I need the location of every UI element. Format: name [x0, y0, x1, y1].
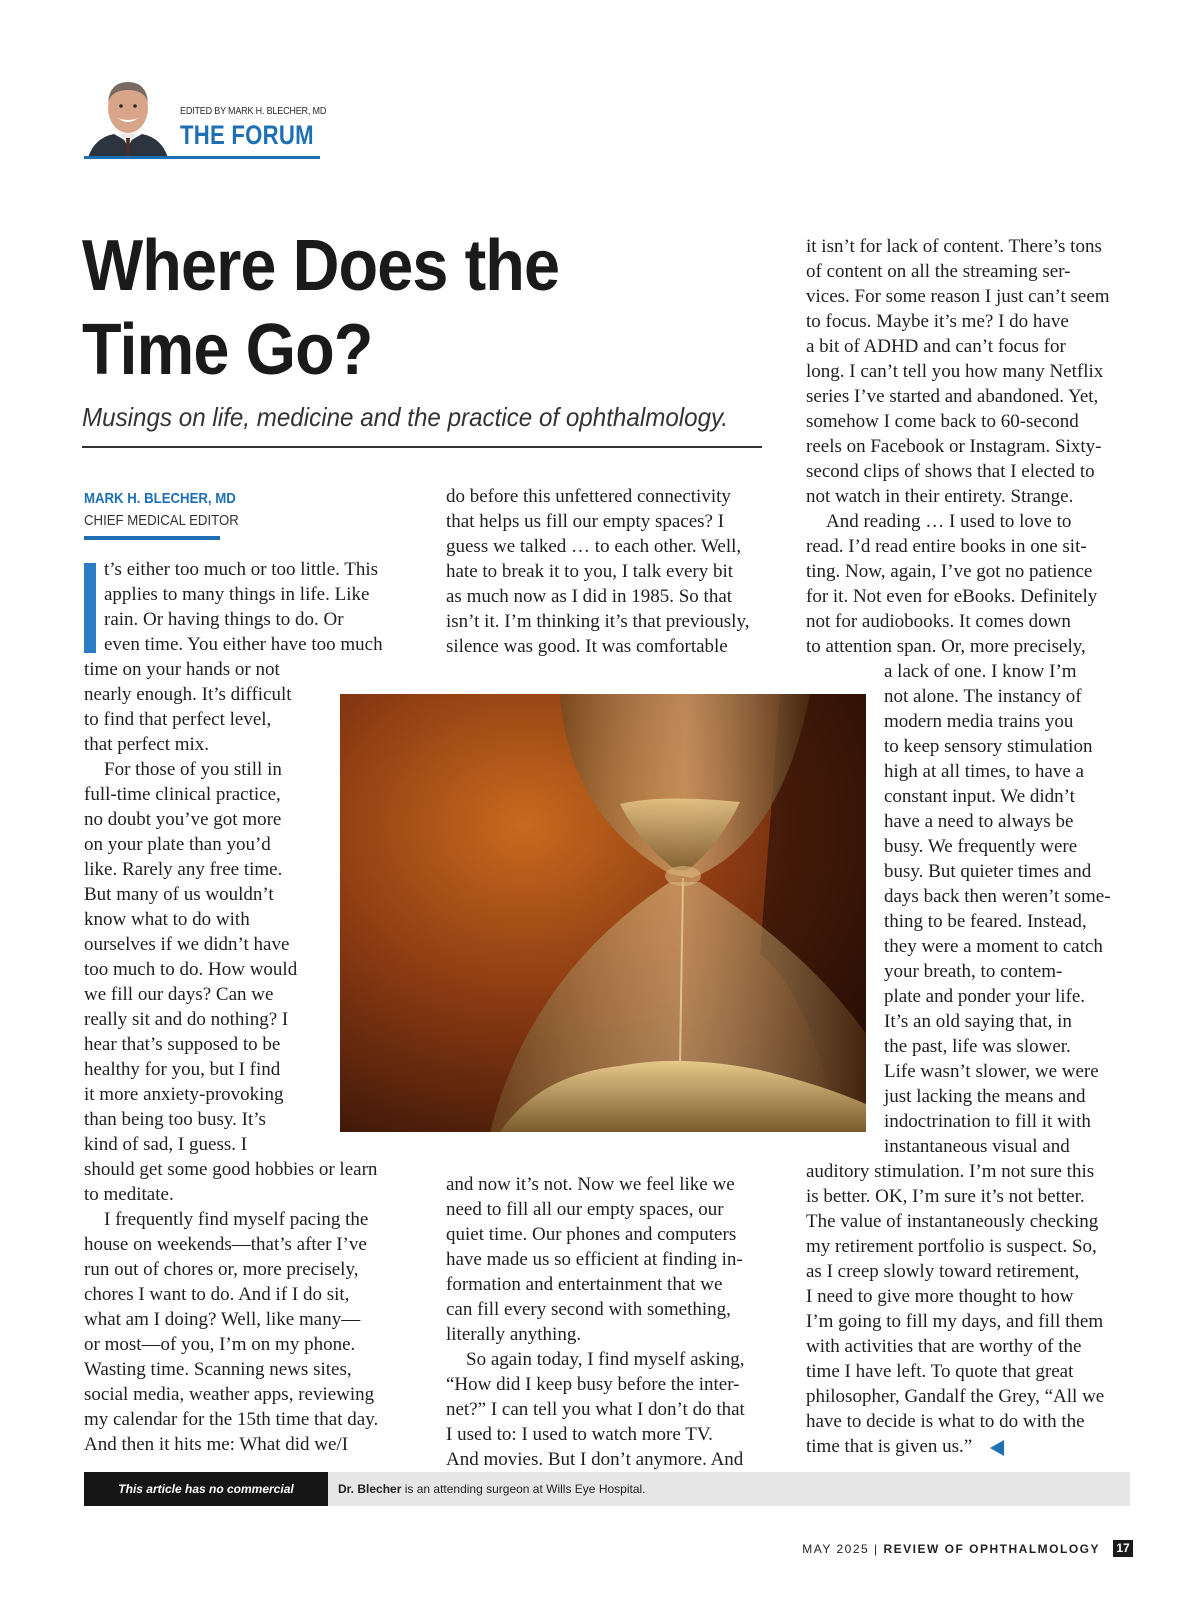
text-line: run out of chores or, more precisely, — [84, 1259, 359, 1280]
text-line: full-time clinical practice, — [84, 784, 281, 805]
text-line: busy. But quieter times and — [884, 861, 1092, 882]
folio — [800, 1542, 1100, 1556]
text-line: long. I can’t tell you how many Netflix — [806, 361, 1104, 382]
text-line: we fill our days? Can we — [84, 984, 274, 1005]
text-line: is better. OK, I’m sure it’s not better. — [806, 1186, 1085, 1207]
text-line: For those of you still in — [104, 759, 282, 780]
text-line: nearly enough. It’s difficult — [84, 684, 292, 705]
text-line: t’s either too much or too little. This — [104, 559, 379, 580]
title-divider — [82, 446, 762, 448]
text-line: And movies. But I don’t anymore. And — [446, 1449, 744, 1470]
text-line: to find that perfect level, — [84, 709, 272, 730]
text-line: read. I’d read entire books in one sit- — [806, 536, 1087, 557]
text-line: to meditate. — [84, 1184, 174, 1205]
text-line: no doubt you’ve got more — [84, 809, 282, 830]
text-line: to focus. Maybe it’s me? I do have — [806, 311, 1069, 332]
text-line: series I’ve started and abandoned. Yet, — [806, 386, 1099, 407]
text-line: hate to break it to you, I talk every bit — [446, 561, 734, 582]
byline-role: CHIEF MEDICAL EDITOR — [84, 512, 239, 529]
text-line: I need to give more thought to how — [806, 1286, 1074, 1307]
text-line: need to fill all our empty spaces, our — [446, 1199, 724, 1220]
bio-text: is an attending surgeon at Wills Eye Hospital. — [401, 1482, 646, 1496]
text-line: “How did I keep busy before the inter- — [446, 1374, 740, 1395]
headline — [82, 224, 676, 392]
text-line: It’s an old saying that, in — [884, 1011, 1072, 1032]
text-line: not alone. The instancy of — [884, 686, 1082, 707]
hourglass-image — [340, 694, 866, 1132]
author-bio — [338, 1472, 646, 1506]
text-line: have made us so efficient at finding in- — [446, 1249, 743, 1270]
editor-avatar — [84, 72, 172, 158]
text-line: isn’t it. I’m thinking it’s that previously, — [446, 611, 750, 632]
text-line: silence was good. It was comfortable — [446, 636, 728, 657]
text-line: high at all times, to have a — [884, 761, 1084, 782]
text-line: modern media trains you — [884, 711, 1074, 732]
text-line: house on weekends—that’s after I’ve — [84, 1234, 367, 1255]
text-line: a lack of one. I know I’m — [884, 661, 1077, 682]
text-line: formation and entertainment that we — [446, 1274, 723, 1295]
text-line: on your plate than you’d — [84, 834, 271, 855]
text-line: my retirement portfolio is suspect. So, — [806, 1236, 1097, 1257]
text-line: busy. We frequently were — [884, 836, 1078, 857]
folio-separator: | — [869, 1542, 884, 1556]
text-line: it more anxiety-provoking — [84, 1084, 284, 1105]
text-line: a bit of ADHD and can’t focus for — [806, 336, 1066, 357]
text-line: of content on all the streaming ser- — [806, 261, 1071, 282]
byline-name: MARK H. BLECHER, MD — [84, 490, 236, 507]
drop-cap — [84, 563, 96, 653]
text-line: with activities that are worthy of the — [806, 1336, 1082, 1357]
section-title: THE FORUM — [180, 120, 314, 150]
text-line: ting. Now, again, I’ve got no patience — [806, 561, 1093, 582]
text-line: I’m going to fill my days, and fill them — [806, 1311, 1104, 1332]
text-line: constant input. We didn’t — [884, 786, 1075, 807]
text-line: instantaneous visual and — [884, 1136, 1070, 1157]
byline-rule — [84, 536, 220, 540]
text-line: So again today, I find myself asking, — [466, 1349, 745, 1370]
text-line: it isn’t for lack of content. There’s tons — [806, 236, 1102, 257]
text-line: thing to be feared. Instead, — [884, 911, 1087, 932]
text-line: too much to do. How would — [84, 959, 298, 980]
text-line: do before this unfettered connectivity — [446, 486, 731, 507]
text-line: that helps us fill our empty spaces? I — [446, 511, 725, 532]
text-line: reels on Facebook or Instagram. Sixty- — [806, 436, 1102, 457]
sponsorship-note: This article has no commercial sponsorship. — [84, 1472, 328, 1506]
text-line: The value of instantaneously checking — [806, 1211, 1099, 1232]
text-line: have to decide is what to do with the — [806, 1411, 1085, 1432]
text-line: the past, life was slower. — [884, 1036, 1071, 1057]
text-line: Life wasn’t slower, we were — [884, 1061, 1099, 1082]
text-line: indoctrination to fill it with — [884, 1111, 1091, 1132]
text-line: like. Rarely any free time. — [84, 859, 283, 880]
text-line: plate and ponder your life. — [884, 986, 1086, 1007]
text-line: I frequently find myself pacing the — [104, 1209, 369, 1230]
text-line: to attention span. Or, more precisely, — [806, 636, 1086, 657]
text-line: rain. Or having things to do. Or — [104, 609, 344, 630]
text-line: know what to do with — [84, 909, 250, 930]
text-line: they were a moment to catch — [884, 936, 1103, 957]
text-line: hear that’s supposed to be — [84, 1034, 281, 1055]
text-line: or most—of you, I’m on my phone. — [84, 1334, 356, 1355]
text-line: kind of sad, I guess. I — [84, 1134, 248, 1155]
text-line: auditory stimulation. I’m not sure this — [806, 1161, 1095, 1182]
text-line: second clips of shows that I elected to — [806, 461, 1095, 482]
page-number: 17 — [1113, 1540, 1133, 1557]
text-line: time that is given us.” — [806, 1436, 973, 1457]
text-line: philosopher, Gandalf the Grey, “All we — [806, 1386, 1105, 1407]
end-mark-icon — [990, 1440, 1004, 1456]
text-line: that perfect mix. — [84, 734, 210, 755]
text-line: social media, weather apps, reviewing — [84, 1384, 375, 1405]
text-line: But many of us wouldn’t — [84, 884, 274, 905]
headline-line: Time Go? — [82, 310, 373, 390]
text-line: And then it hits me: What did we/I — [84, 1434, 349, 1455]
text-line: quiet time. Our phones and computers — [446, 1224, 737, 1245]
text-line: guess we talked … to each other. Well, — [446, 536, 742, 557]
text-line: even time. You either have too much — [104, 634, 383, 655]
text-line: to keep sensory stimulation — [884, 736, 1093, 757]
text-line: And reading … I used to love to — [826, 511, 1072, 532]
text-line: than being too busy. It’s — [84, 1109, 266, 1130]
text-line: time I have left. To quote that great — [806, 1361, 1074, 1382]
subtitle: Musings on life, medicine and the practice of ophthalmology. — [82, 402, 729, 432]
text-line: my calendar for the 15th time that day. — [84, 1409, 379, 1430]
text-line: applies to many things in life. Like — [104, 584, 370, 605]
text-line: really sit and do nothing? I — [84, 1009, 289, 1030]
text-line: vices. For some reason I just can’t seem — [806, 286, 1110, 307]
text-line: have a need to always be — [884, 811, 1074, 832]
text-line: somehow I come back to 60-second — [806, 411, 1079, 432]
text-line: just lacking the means and — [884, 1086, 1086, 1107]
text-line: literally anything. — [446, 1324, 582, 1345]
text-line: chores I want to do. And if I do sit, — [84, 1284, 350, 1305]
section-rule — [84, 156, 320, 159]
text-line: days back then weren’t some- — [884, 886, 1111, 907]
bio-name: Dr. Blecher — [338, 1482, 402, 1496]
text-line: what am I doing? Well, like many— — [84, 1309, 361, 1330]
text-line: your breath, to contem- — [884, 961, 1063, 982]
text-line: not watch in their entirety. Strange. — [806, 486, 1074, 507]
text-line: and now it’s not. Now we feel like we — [446, 1174, 735, 1195]
text-line: I used to: I used to watch more TV. — [446, 1424, 713, 1445]
text-line: as I creep slowly toward retirement, — [806, 1261, 1080, 1282]
headline-line: Where Does the — [82, 226, 560, 306]
text-line: not for audiobooks. It comes down — [806, 611, 1071, 632]
text-line: net?” I can tell you what I don’t do that — [446, 1399, 745, 1420]
folio-publication: REVIEW OF OPHTHALMOLOGY — [883, 1542, 1100, 1556]
text-line: Wasting time. Scanning news sites, — [84, 1359, 352, 1380]
text-line: as much now as I did in 1985. So that — [446, 586, 733, 607]
folio-date: MAY 2025 — [802, 1542, 870, 1556]
text-line: should get some good hobbies or learn — [84, 1159, 378, 1180]
text-line: time on your hands or not — [84, 659, 280, 680]
text-line: for it. Not even for eBooks. Definitely — [806, 586, 1098, 607]
edited-by: EDITED BY MARK H. BLECHER, MD — [180, 106, 327, 117]
text-line: healthy for you, but I find — [84, 1059, 281, 1080]
text-line: can fill every second with something, — [446, 1299, 731, 1320]
text-line: ourselves if we didn’t have — [84, 934, 290, 955]
